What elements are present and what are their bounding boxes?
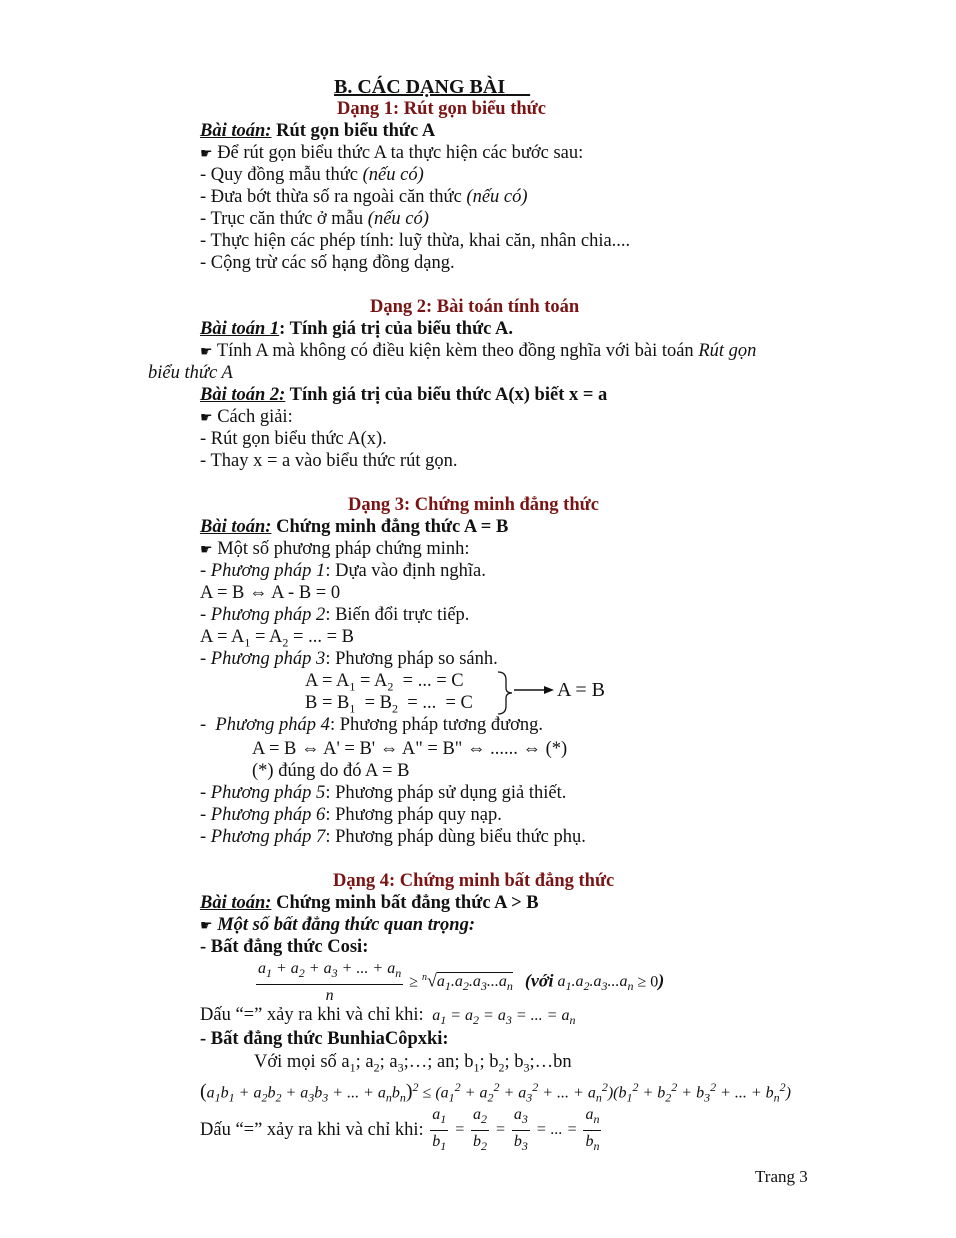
pointing-hand-icon: ☛	[200, 918, 213, 934]
dang2-note-cont: biểu thức A	[148, 363, 233, 383]
dang2-method: ☛ Cách giải:	[200, 407, 293, 427]
dang2-step-1: - Rút gọn biểu thức A(x).	[200, 429, 387, 449]
dang1-step-3: - Trục căn thức ở mẫu (nếu có)	[200, 209, 429, 229]
dang3-pp2-formula: $A = A_1 = A_2$ = ... = B	[200, 627, 354, 650]
dang3-pp3-line-b: $B = B_1 = B_2$ = ... = C	[305, 693, 473, 716]
dang1-step-2: - Đưa bớt thừa số ra ngoài căn thức (nếu có)	[200, 187, 528, 207]
pointing-hand-icon: ☛	[200, 146, 213, 162]
dang1-problem: Bài toán: Rút gọn biểu thức A	[200, 121, 436, 141]
dang3-pp2: - Phương pháp 2: Biến đổi trực tiếp.	[200, 605, 470, 625]
dang2-heading: Dạng 2: Bài toán tính toán	[370, 297, 580, 317]
dang4-intro: ☛ Một số bất đẳng thức quan trọng:	[200, 915, 475, 935]
bunhia-equality: Dấu “=” xảy ra khi và chỉ khi: $\frac{a_1}{b_1}$ = $\frac{a_2}{b_2}$ = $\frac{a_3}{b_3}$ = ... = $\frac{a_n}{b_n}$	[200, 1106, 600, 1154]
dang2-note: ☛ Tính A mà không có điều kiện kèm theo đồng nghĩa với bài toán Rút gọn	[200, 341, 757, 361]
dang3-pp3: - Phương pháp 3: Phương pháp so sánh.	[200, 649, 498, 669]
dang3-pp7: - Phương pháp 7: Phương pháp dùng biểu thức phụ.	[200, 827, 586, 847]
dang1-intro: ☛ Để rút gọn biểu thức A ta thực hiện các bước sau:	[200, 143, 584, 163]
dang3-pp4-formula: A = B ⇔ A' = B' ⇔ A" = B" ⇔ ...... ⇔ (*)	[252, 739, 568, 759]
brace-arrow-icon	[496, 670, 556, 716]
dang1-heading: Dạng 1: Rút gọn biểu thức	[337, 99, 546, 119]
dang3-pp4-conclusion: (*) đúng do đó A = B	[252, 761, 410, 781]
section-title: B. CÁC DẠNG BÀI	[334, 76, 506, 98]
dang1-step-4: - Thực hiện các phép tính: luỹ thừa, khai căn, nhân chia....	[200, 231, 631, 251]
dang3-pp1-formula: A = B ⇔ A - B = 0	[200, 583, 341, 603]
dang3-pp4: - Phương pháp 4: Phương pháp tương đương.	[200, 715, 544, 735]
dang3-pp5: - Phương pháp 5: Phương pháp sử dụng giả thiết.	[200, 783, 567, 803]
dang4-heading: Dạng 4: Chứng minh bất đẳng thức	[333, 871, 615, 891]
dang2-problem-1: Bài toán 1: Tính giá trị của biểu thức A.	[200, 319, 513, 339]
cosi-equality: Dấu “=” xảy ra khi và chỉ khi: $a_1 = a_2 = a_3$ = ... = $a_n$	[200, 1005, 576, 1028]
dang4-problem: Bài toán: Chứng minh bất đẳng thức A > B	[200, 893, 539, 913]
pointing-hand-icon: ☛	[200, 410, 213, 426]
bunhia-title: - Bất đẳng thức BunhiaCôpxki:	[200, 1029, 449, 1049]
dang3-pp3-line-a: $A = A_1 = A_2$ = ... = C	[305, 671, 464, 694]
dang1-step-5: - Cộng trừ các số hạng đồng dạng.	[200, 253, 455, 273]
dang3-heading: Dạng 3: Chứng minh đẳng thức	[348, 495, 599, 515]
bunhia-intro: Với mọi số $a_1$; $a_2$; $a_3;\dots$; an; $b_1$; $b_2$; $b_3;\dots bn$	[254, 1052, 572, 1075]
dang3-pp3-result: A = B	[557, 679, 605, 701]
cosi-formula: $\frac{a_1 + a_2 + a_3 + ... + a_n}{n}$ ≥ $^n√a_1.a_2.a_3...a_n$ (với $a_1.a_2.a_3...a_n \ge 0$)	[258, 960, 665, 1005]
dang1-step-1: - Quy đồng mẫu thức (nếu có)	[200, 165, 424, 185]
cosi-title: - Bất đẳng thức Cosi:	[200, 937, 369, 957]
bunhia-formula: ($a_1b_1 + a_2b_2 + a_3b_3$ + ... + $a_nb_n)^2 \le (a_1^2 + a_2^2 + a_3^2$ + ... + $a_n^2)(b_1^2 + b_2^2 + b_3^2$ + ... + $b_n^2$)	[200, 1080, 791, 1105]
dang2-step-2: - Thay x = a vào biểu thức rút gọn.	[200, 451, 458, 471]
pointing-hand-icon: ☛	[200, 542, 213, 558]
dang3-pp1: - Phương pháp 1: Dựa vào định nghĩa.	[200, 561, 486, 581]
dang3-problem: Bài toán: Chứng minh đẳng thức A = B	[200, 517, 509, 537]
dang2-problem-2: Bài toán 2: Tính giá trị của biểu thức A(x) biết x = a	[200, 385, 608, 405]
dang3-intro: ☛ Một số phương pháp chứng minh:	[200, 539, 470, 559]
dang3-pp6: - Phương pháp 6: Phương pháp quy nạp.	[200, 805, 502, 825]
pointing-hand-icon: ☛	[200, 344, 213, 360]
page-number: Trang 3	[755, 1167, 808, 1186]
